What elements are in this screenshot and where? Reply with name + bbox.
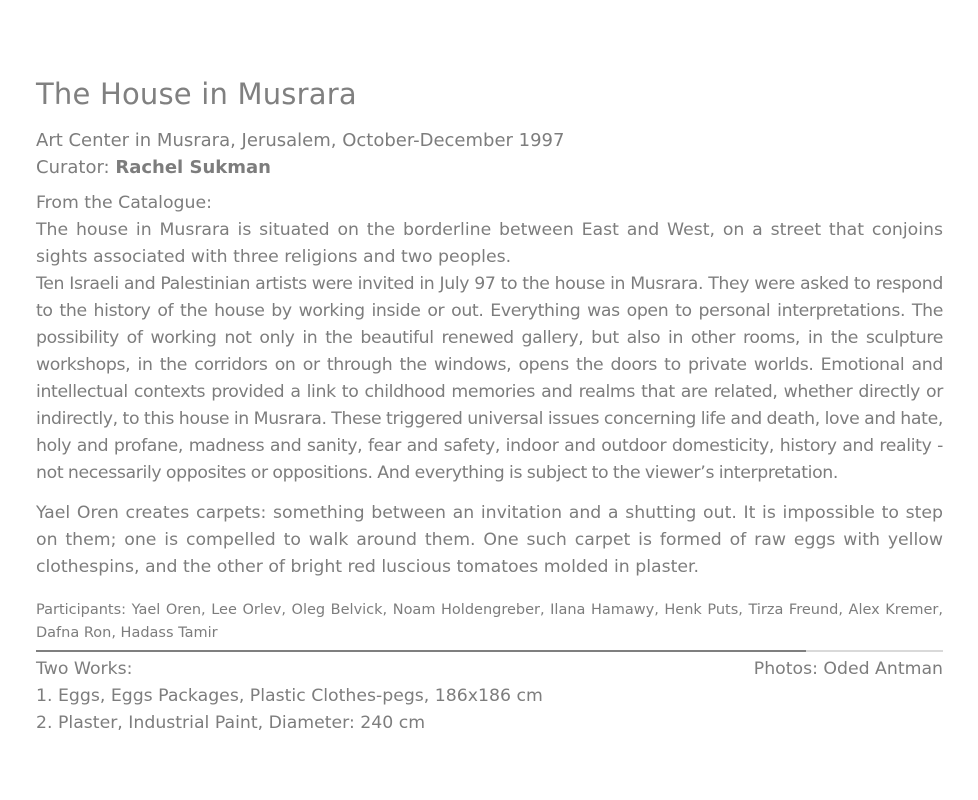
catalogue-paragraph: Ten Israeli and Palestinian artists were invited in July 97 to the house in Musrara. They were asked to respond to the history of the house by working inside or out. Everything was open to personal interpretations. The possibility of working not only in the beautiful renewed gallery, but also in other rooms, in the sculpture workshops, in the corridors on or through the windows, opens the doors to private worlds. Emotional and intellectual contexts provided a link to childhood memories and realms that are related, whether directly or indirectly, to this house in Musrara. These triggered universal issues concerning life and death, love and hate, holy and profane, madness and sanity, fear and safety, indoor and outdoor domesticity, history and reality - not necessarily opposites or oppositions. And everything is subject to the viewer’s interpretation. xyxy=(36,274,943,483)
catalogue-paragraph: The house in Musrara is situated on the borderline between East and West, on a street that conjoins sights associated with three religions and two peoples. xyxy=(36,220,943,267)
exhibition-venue: Art Center in Musrara, Jerusalem, October-December 1997 xyxy=(36,130,565,151)
curator-label: Curator: xyxy=(36,157,116,178)
artist-description: Yael Oren creates carpets: something between an invitation and a shutting out. It is impossible to step on them; one is compelled to walk around them. One such carpet is formed of raw eggs with yellow clothespins, and the other of bright red luscious tomatoes molded in plaster. xyxy=(36,503,943,577)
participants-list: Participants: Yael Oren, Lee Orlev, Oleg Belvick, Noam Holdengreber, Ilana Hamawy, Henk Puts, Tirza Freund, Alex Kremer, Dafna Ron, Hadass Tamir xyxy=(36,602,943,641)
photo-credit: Photos: Oded Antman xyxy=(753,659,943,679)
catalogue-section xyxy=(36,190,943,581)
section-divider-accent xyxy=(36,650,806,652)
work-item: 1. Eggs, Eggs Packages, Plastic Clothes-pegs, 186x186 cm xyxy=(36,686,543,706)
catalogue-heading: From the Catalogue: xyxy=(36,193,212,213)
exhibition-page xyxy=(36,76,943,737)
works-section xyxy=(36,656,943,737)
work-item: 2. Plaster, Industrial Paint, Diameter: 240 cm xyxy=(36,713,426,733)
section-divider xyxy=(36,650,943,652)
curator-line xyxy=(36,154,943,181)
curator-name: Rachel Sukman xyxy=(115,157,271,178)
works-heading: Two Works: xyxy=(36,659,133,679)
page-title: The House in Musrara xyxy=(36,77,357,111)
